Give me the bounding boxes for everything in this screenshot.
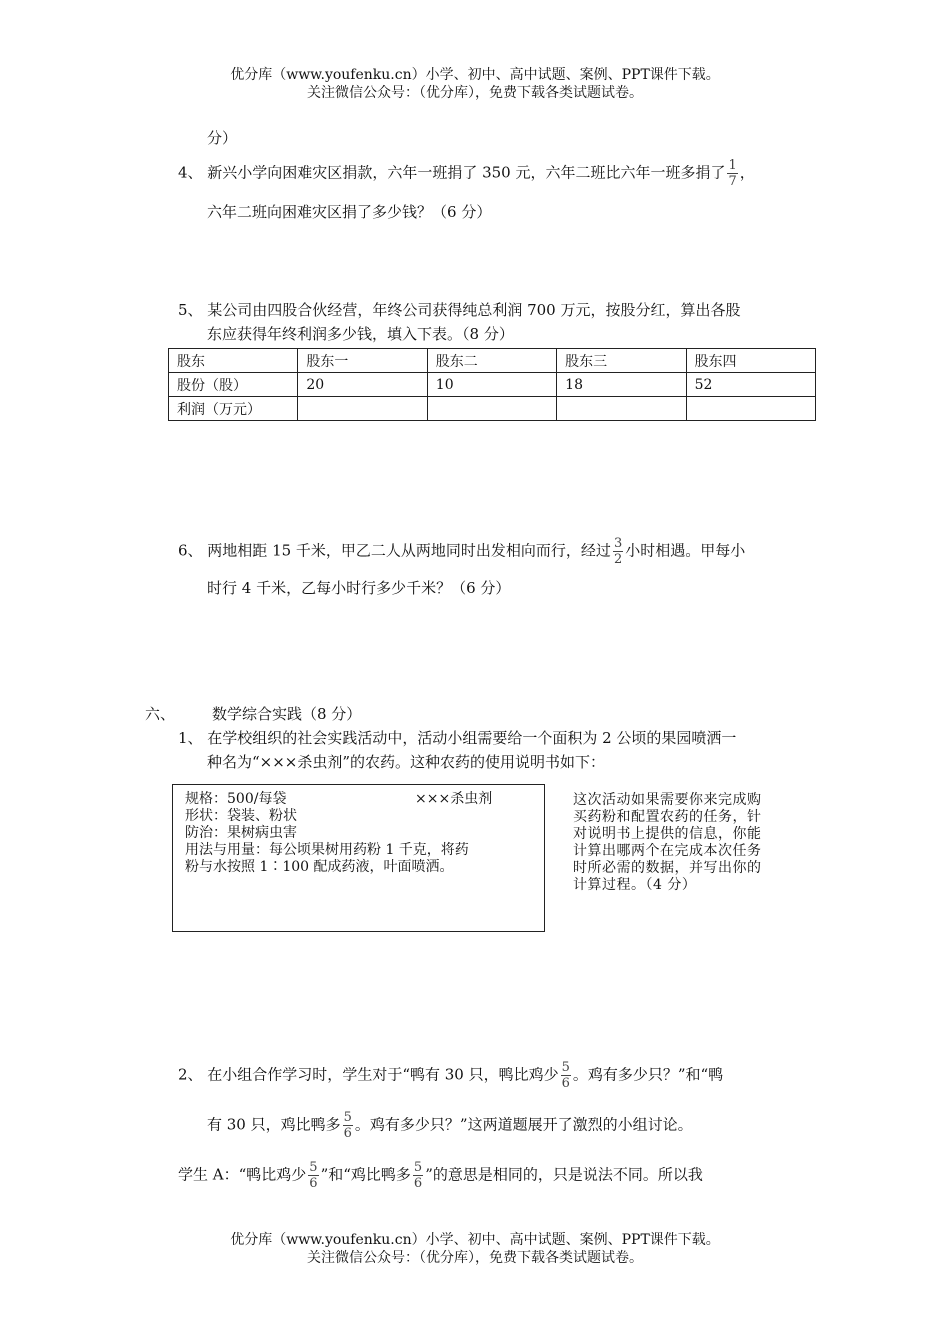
pesticide-instructions-box: [172, 784, 545, 932]
question-4-line-1: [178, 158, 755, 189]
fraction-numerator: 5: [413, 1160, 423, 1175]
student-a-part-a: 学生 A：“鸭比鸡少: [178, 1165, 307, 1184]
s6q2-line1-pre: 2、 在小组合作学习时，学生对于“鸭有 30 只，鸭比鸡少: [178, 1065, 559, 1084]
task-line: 这次活动如果需要你来完成购: [573, 792, 762, 808]
continuation-text: 分）: [207, 129, 238, 147]
fraction-numerator: 5: [309, 1160, 318, 1175]
fraction-denominator: 6: [309, 1176, 318, 1191]
table-cell-blank: [686, 397, 815, 421]
task-line: 买药粉和配置农药的任务，针: [573, 809, 762, 825]
box-spec-row: [185, 791, 532, 808]
s6-question-2-line-2: [207, 1110, 693, 1141]
task-line: 对说明书上提供的信息，你能: [573, 826, 762, 842]
footer-line-1: 优分库（www.youfenku.cn）小学、初中、高中试题、案例、PPT课件下载。: [230, 1232, 720, 1248]
box-shape: 形状：袋装、粉状: [185, 808, 297, 824]
student-a-line: [178, 1160, 703, 1191]
fraction-denominator: 6: [343, 1126, 352, 1141]
header-line-1: 优分库（www.youfenku.cn）小学、初中、高中试题、案例、PPT课件下载。: [230, 67, 720, 83]
q6-fraction-numerator: 3: [613, 536, 623, 551]
question-6-line-1: [178, 536, 745, 567]
section-6-title: 数学综合实践（8 分）: [212, 705, 362, 723]
table-row-profit: [169, 397, 816, 421]
s6q2-fraction-4: [413, 1160, 423, 1191]
task-instructions: [573, 792, 809, 894]
task-line: 时所必需的数据，并写出你的: [573, 860, 762, 876]
fraction-denominator: 6: [413, 1176, 423, 1191]
s6q2-line2-post: 。鸡有多少只？”这两道题展开了激烈的小组讨论。: [354, 1115, 693, 1134]
s6-question-1-line-2: 种名为“×××杀虫剂”的农药。这种农药的使用说明书如下：: [207, 753, 606, 771]
q4-text-post: ，: [739, 163, 755, 182]
table-cell: 10: [427, 373, 556, 397]
task-line: 计算过程。（4 分）: [573, 877, 697, 893]
task-line: 计算出哪两个在完成本次任务: [573, 843, 762, 859]
question-6-line-2: 时行 4 千米，乙每小时行多少千米？（6 分）: [207, 579, 511, 597]
section-6-number: 六、: [145, 705, 176, 723]
s6q2-line1-post: 。鸡有多少只？”和“鸭: [572, 1065, 724, 1084]
q4-fraction-numerator: 1: [728, 158, 737, 173]
table-cell-blank: [557, 397, 686, 421]
footer-line-2: 关注微信公众号：（优分库），免费下载各类试题试卷。: [307, 1250, 643, 1266]
table-cell: 股东三: [557, 349, 686, 373]
fraction-denominator: 6: [561, 1076, 570, 1091]
question-4-line-2: 六年二班向困难灾区捐了多少钱？（6 分）: [207, 203, 492, 221]
table-cell: 利润（万元）: [169, 397, 298, 421]
box-usage-line-1: 用法与用量：每公顷果树用药粉 1 千克，将药: [185, 842, 469, 858]
box-spec: 规格：500/每袋: [185, 791, 287, 807]
q6-text-post: 小时相遇。甲每小: [625, 541, 746, 560]
shareholder-table: [168, 348, 816, 421]
student-a-part-b: ”和“鸡比鸭多: [320, 1165, 411, 1184]
s6q2-fraction-1: [561, 1060, 571, 1091]
q4-fraction-denominator: 7: [728, 174, 737, 189]
q6-fraction-denominator: 2: [613, 552, 623, 567]
fraction-numerator: 5: [561, 1060, 570, 1075]
s6q2-fraction-3: [308, 1160, 318, 1191]
fraction-numerator: 5: [343, 1110, 352, 1125]
table-cell: 股东二: [427, 349, 556, 373]
table-cell: 18: [557, 373, 686, 397]
s6-question-1-line-1: 1、 在学校组织的社会实践活动中，活动小组需要给一个面积为 2 公顷的果园喷洒一: [178, 729, 737, 747]
q4-text-pre: 4、 新兴小学向困难灾区捐款，六年一班捐了 350 元，六年二班比六年一班多捐了: [178, 163, 726, 182]
table-cell: 股份（股）: [169, 373, 298, 397]
header-line-2: 关注微信公众号：（优分库），免费下载各类试题试卷。: [307, 85, 643, 101]
table-cell-blank: [298, 397, 427, 421]
box-prevent: 防治：果树病虫害: [185, 825, 297, 841]
question-5-line-1: 5、 某公司由四股合伙经营，年终公司获得纯总利润 700 万元，按股分红，算出各股: [178, 301, 741, 319]
q4-fraction: [727, 158, 737, 189]
table-cell: 20: [298, 373, 427, 397]
table-cell-blank: [427, 397, 556, 421]
table-cell: 股东: [169, 349, 298, 373]
question-5-line-2: 东应获得年终利润多少钱，填入下表。（8 分）: [207, 325, 514, 343]
student-a-part-c: ”的意思是相同的，只是说法不同。所以我: [425, 1165, 703, 1184]
table-row-header: [169, 349, 816, 373]
q6-fraction: [613, 536, 623, 567]
table-cell: 52: [686, 373, 815, 397]
box-product-name: ×××杀虫剂: [415, 791, 493, 807]
table-row-shares: [169, 373, 816, 397]
table-cell: 股东四: [686, 349, 815, 373]
s6q2-fraction-2: [343, 1110, 353, 1141]
table-cell: 股东一: [298, 349, 427, 373]
box-usage-line-2: 粉与水按照 1∶100 配成药液，叶面喷洒。: [185, 859, 454, 875]
s6q2-line2-pre: 有 30 只，鸡比鸭多: [207, 1115, 341, 1134]
s6-question-2-line-1: [178, 1060, 723, 1091]
q6-text-pre: 6、 两地相距 15 千米，甲乙二人从两地同时出发相向而行，经过: [178, 541, 611, 560]
